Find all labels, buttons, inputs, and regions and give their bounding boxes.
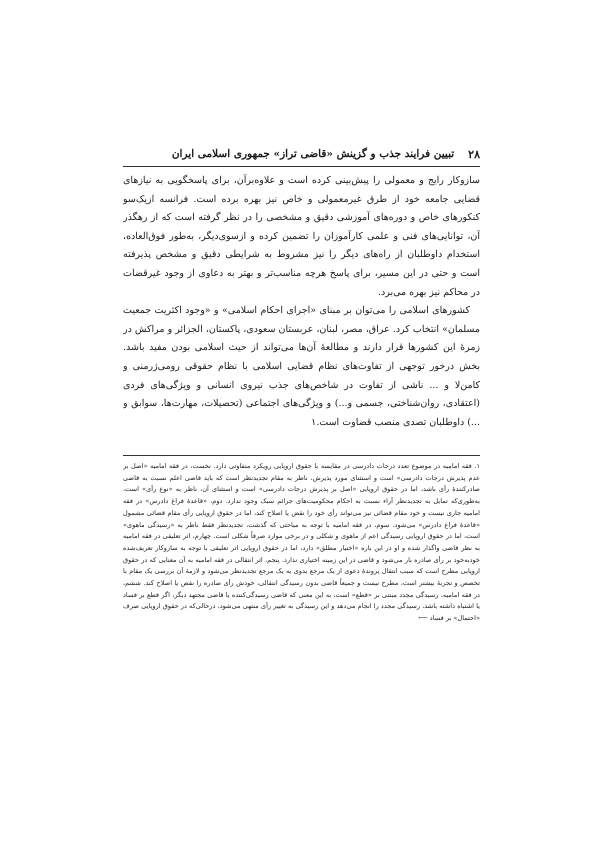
page-number: ۲۸ (468, 147, 480, 161)
footnote (123, 461, 480, 636)
running-title: تبیین فرایند جذب و گزینش «قاضی تراز» جمهوری اسلامی ایران (171, 148, 455, 160)
running-header (123, 143, 480, 165)
body-paragraph: سازوکار رایج و معمولی را پیش‌بینی کرده است و علاوه‌برآن، برای پاسخگویی به نیازهای قضایی جامعه خود از طرق غیرمعمولی و خاص نیز بهره برده است. فرانسه ازیک‌سو کنکورهای خاص و دوره‌های آموزشی دقیق و مشخصی را در نظر گرفته است که از رهگذر آن، توانایی‌های فنی و علمی کارآموزان را تضمین کرده و ازسوی‌دیگر، به‌طور فوق‌العاده، استخدام داوطلبان از راه‌های دیگر را نیز مشروط به شرایطی دقیق و مشخص پذیرفته است و حتی در این مسیر، برای پاسخ هرچه مناسب‌تر و بهتر به دعاوی از وجود غیرقضات در محاکم نیز بهره می‌برد. (123, 175, 480, 298)
footnote-separator (123, 455, 480, 456)
body-paragraph: کشورهای اسلامی را می‌توان بر مبنای «اجرای احکام اسلامی» و «وجود اکثریت جمعیت مسلمان» انتخاب کرد. عراق، مصر، لبنان، عربستان سعودی، پاکستان، الجزائر و مراکش در زمرهٔ این کشورها قرار دارند و مطالعهٔ آن‌ها می‌تواند از حیث اسلامی بودن مفید باشد. بخش درخور توجهی از تفاوت‌های نظام قضایی اسلامی با نظام حقوقی رومی‌ژرمنی و کامن‌لا و ... ناشی از تفاوت در شاخص‌های جذب نیروی انسانی و ویژگی‌های فردی (اعتقادی، روان‌شناختی، جسمی و...) و ویژگی‌های اجتماعی (تحصیلات، مهارت‌ها، سوابق و ...) داوطلبان تصدی منصب قضاوت است.۱ (123, 305, 480, 428)
body-text (123, 172, 480, 444)
footnote-text: ۱. فقه امامیه در موضوع تعدد درجات دادرسی در مقایسه با حقوق اروپایی رویکرد متفاوتی دارد. نخست، در فقه امامیه «اصل بر عدم پذیرش درجات دادرسی» است و استثنای مورد پذیرش، ناظر به مقام تجدیدنظر است که باید قاضی اعلم نسبت به قاضی صادرکنندهٔ رأی باشد، اما در حقوق اروپایی «اصل بر پذیرش درجات دادرسی» است و استثنای آن، ناظر به «نوع رأی» است، به‌طوری‌که تمایل به تجدیدنظر آراء نسبت به احکام محکومیت‌های جرائم سبک وجود ندارد. دوم، «قاعدهٔ فراغ دادرس» در فقه امامیه جاری نیست و خود مقام قضائی نیز می‌تواند رأی خود را نقض یا اصلاح کند، اما در حقوق اروپایی رأی مقام قضائی مشمول «قاعدهٔ فراغ دادرس» می‌شود. سوم، در فقه امامیه با توجه به مباحثی که گذشت، تجدیدنظر فقط ناظر به «رسیدگی ماهوی» است، اما در حقوق اروپایی رسیدگی اعم از ماهوی و شکلی و در برخی موارد صرفاً شکلی است. چهارم، اثر تعلیقی در فقه امامیه به نظر قاضی واگذار شده و او در این باره «اختیار مطلق» دارد، اما در حقوق اروپایی اثر تعلیقی با توجه به سازوکار تعریف‌شده خودبه‌خود بر رأی صادره بار می‌شود و قاضی در این زمینه اختیاری ندارد. پنجم، اثر انتقالی در فقه امامیه به آن معنایی که در حقوق اروپایی مطرح است که سبب انتقال پروندهٔ دعوی از یک مرجع بدوی به یک مرجع تجدیدنظر می‌شود و لازمهٔ آن بررسی یک مقام با تخصص و تجربهٔ بیشتر است، مطرح نیست و جمیعاً قاضی بدون رسیدگی انتقالی، خودش رأی صادره را نقض یا اصلاح کند. ششم، در فقه امامیه، رسیدگی مجدد مبتنی بر «قطع» است، به این معنی که قاضی رسیدگی‌کننده یا قاضی مجتهد دیگر، اگر قطع بر فساد یا اشتباه داشته باشد، رسیدگی مجدد را انجام می‌دهد و این رسیدگی به تغییر رأی منتهی می‌شود، درحالی‌که در حقوق اروپایی صرف «احتمال» بر فساد ⟵ (123, 462, 480, 623)
header-rule (123, 166, 480, 167)
